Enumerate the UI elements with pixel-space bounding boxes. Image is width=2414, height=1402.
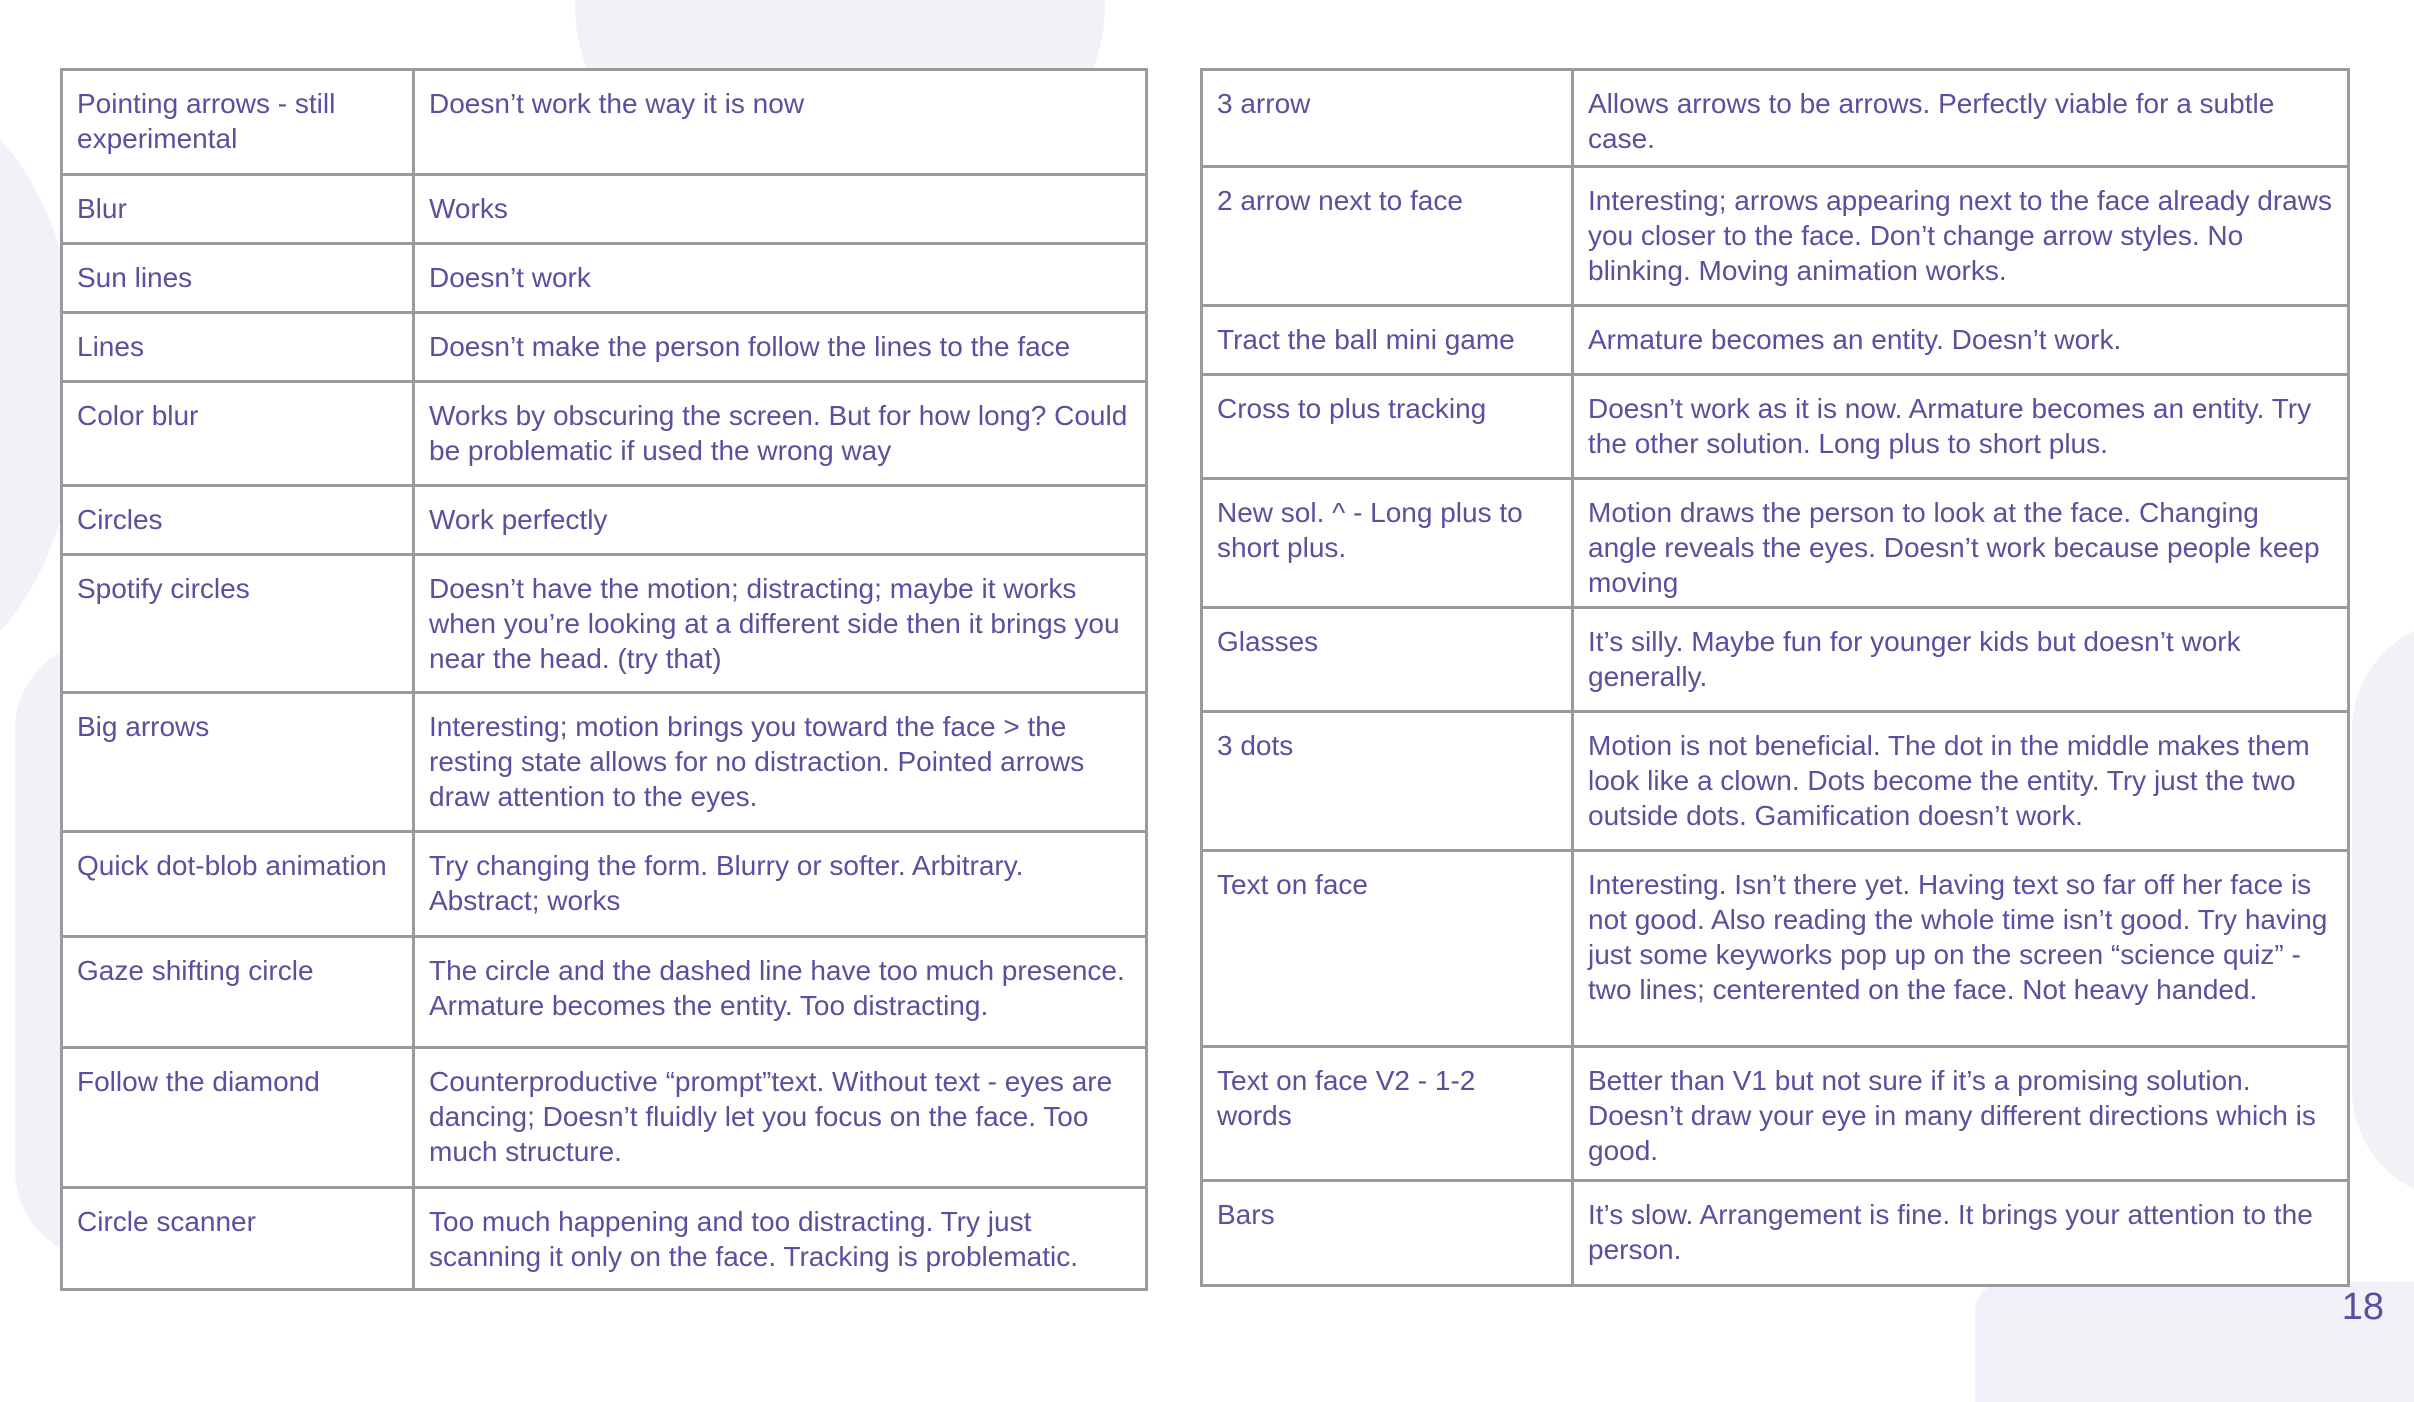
technique-name: Blur [62,175,414,244]
technique-note: It’s slow. Arrangement is fine. It brings your attention to the person. [1573,1181,2349,1286]
technique-name: 3 arrow [1202,70,1573,167]
table-row [62,175,1147,244]
technique-name: Text on face [1202,851,1573,1047]
technique-name: Big arrows [62,693,414,832]
table-row [62,555,1147,693]
technique-name: Circle scanner [62,1188,414,1290]
technique-note: Interesting; motion brings you toward the face > the resting state allows for no distraction. Pointed arrows draw attention to the eyes. [414,693,1147,832]
table-row [62,937,1147,1048]
technique-name: Lines [62,313,414,382]
right-notes-table [1200,68,2350,1287]
technique-name: Pointing arrows - still experimental [62,70,414,175]
technique-note: Try changing the form. Blurry or softer. Arbitrary. Abstract; works [414,832,1147,937]
table-row [62,486,1147,555]
table-row [62,382,1147,486]
technique-note: Doesn’t work as it is now. Armature becomes an entity. Try the other solution. Long plus to short plus. [1573,375,2349,479]
technique-note: Better than V1 but not sure if it’s a promising solution. Doesn’t draw your eye in many different directions which is good. [1573,1047,2349,1181]
technique-name: 2 arrow next to face [1202,167,1573,306]
technique-note: The circle and the dashed line have too much presence. Armature becomes the entity. Too distracting. [414,937,1147,1048]
technique-name: Bars [1202,1181,1573,1286]
table-row [62,832,1147,937]
technique-name: 3 dots [1202,712,1573,851]
technique-name: Glasses [1202,608,1573,712]
technique-note: Works [414,175,1147,244]
table-row [1202,1047,2349,1181]
technique-note: Doesn’t work [414,244,1147,313]
page-number: 18 [2341,1286,2384,1328]
technique-note: Motion draws the person to look at the face. Changing angle reveals the eyes. Doesn’t work because people keep moving [1573,479,2349,608]
technique-name: Sun lines [62,244,414,313]
technique-name: Gaze shifting circle [62,937,414,1048]
technique-note: Allows arrows to be arrows. Perfectly viable for a subtle case. [1573,70,2349,167]
background-blob-right [2352,620,2414,1200]
technique-note: Too much happening and too distracting. Try just scanning it only on the face. Tracking is problematic. [414,1188,1147,1290]
technique-name: Cross to plus tracking [1202,375,1573,479]
technique-note: Motion is not beneficial. The dot in the middle makes them look like a clown. Dots become the entity. Try just the two outside dots. Gamification doesn’t work. [1573,712,2349,851]
technique-name: Circles [62,486,414,555]
technique-note: Interesting. Isn’t there yet. Having text so far off her face is not good. Also reading the whole time isn’t good. Try having just some keyworks pop up on the screen “science quiz” - two lines; centerented on the face. Not heavy handed. [1573,851,2349,1047]
table-row [62,244,1147,313]
technique-note: Doesn’t work the way it is now [414,70,1147,175]
table-row [1202,375,2349,479]
technique-name: Tract the ball mini game [1202,306,1573,375]
table-row [1202,70,2349,167]
table-row [62,1188,1147,1290]
technique-note: Work perfectly [414,486,1147,555]
technique-name: Spotify circles [62,555,414,693]
table-row [1202,167,2349,306]
technique-note: It’s silly. Maybe fun for younger kids but doesn’t work generally. [1573,608,2349,712]
technique-note: Interesting; arrows appearing next to the face already draws you closer to the face. Don’t change arrow styles. No blinking. Moving animation works. [1573,167,2349,306]
table-row [1202,712,2349,851]
table-row [62,70,1147,175]
technique-note: Counterproductive “prompt”text. Without text - eyes are dancing; Doesn’t fluidly let you focus on the face. Too much structure. [414,1048,1147,1188]
technique-name: Follow the diamond [62,1048,414,1188]
table-row [1202,479,2349,608]
technique-name: Quick dot-blob animation [62,832,414,937]
technique-name: New sol. ^ - Long plus to short plus. [1202,479,1573,608]
table-row [62,693,1147,832]
table-row [1202,306,2349,375]
technique-note: Works by obscuring the screen. But for how long? Could be problematic if used the wrong way [414,382,1147,486]
table-row [62,1048,1147,1188]
technique-name: Color blur [62,382,414,486]
table-row [1202,1181,2349,1286]
table-row [1202,608,2349,712]
technique-name: Text on face V2 - 1-2 words [1202,1047,1573,1181]
technique-note: Doesn’t have the motion; distracting; maybe it works when you’re looking at a different side then it brings you near the head. (try that) [414,555,1147,693]
technique-note: Doesn’t make the person follow the lines to the face [414,313,1147,382]
table-row [62,313,1147,382]
table-row [1202,851,2349,1047]
left-notes-table [60,68,1148,1291]
technique-note: Armature becomes an entity. Doesn’t work. [1573,306,2349,375]
